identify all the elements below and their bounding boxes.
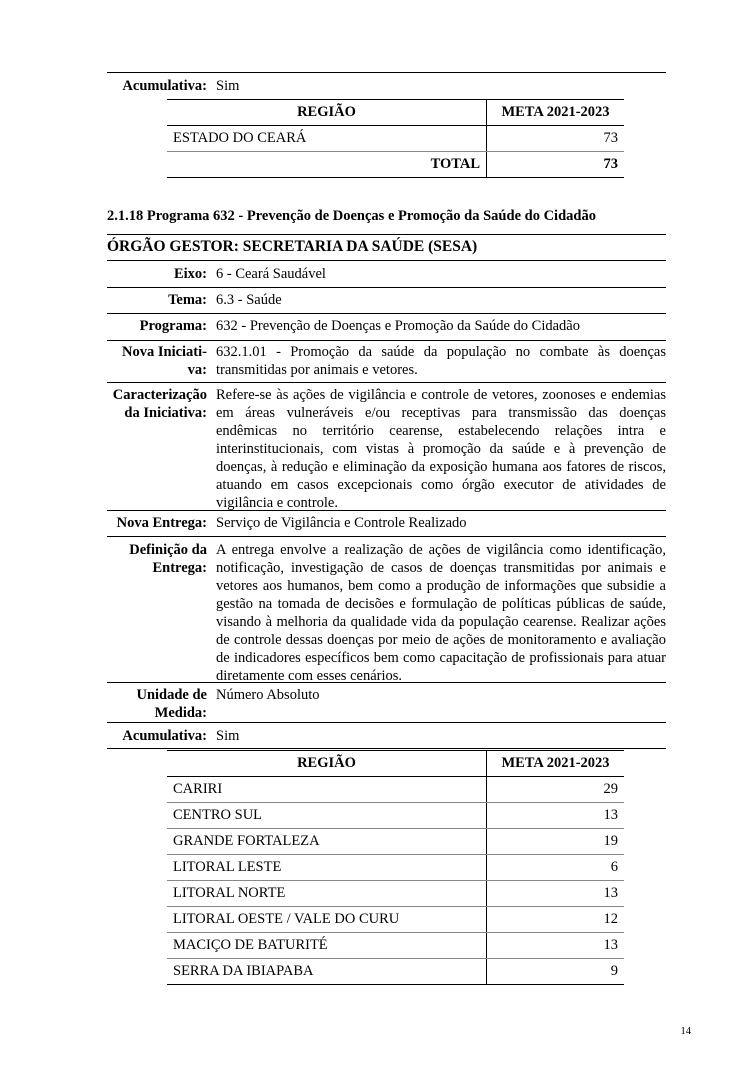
region-meta: 29 [487,777,625,803]
row-rule [107,313,666,314]
total-label: TOTAL [167,152,487,178]
caracterizacao-label-line1: Caracterização [112,387,207,403]
row-rule [107,682,666,683]
caracterizacao-label [113,386,207,422]
nova-entrega-value: Serviço de Vigilância e Controle Realizado [216,515,467,531]
row-rule [107,510,666,511]
table-row [167,855,624,881]
table-row [167,881,624,907]
acumulativa-value: Sim [216,728,240,744]
top-acumulativa-label: Acumulativa: [122,78,207,94]
unidade-label-line1: Unidade de [136,687,207,703]
header-regiao: REGIÃO [167,751,487,777]
acumulativa-label: Acumulativa: [122,728,207,744]
row-rule [107,722,666,723]
programa-label: Programa: [139,318,207,334]
top-rule [107,72,666,73]
nova-iniciativa-label-line2: va: [187,362,207,378]
tema-value: 6.3 - Saúde [216,292,282,308]
region-name: LITORAL LESTE [167,855,487,881]
orgao-bottom-rule [107,260,666,261]
top-region-table [167,99,624,178]
header-meta: META 2021-2023 [487,100,625,126]
total-row [167,152,624,178]
table-row [167,829,624,855]
region-meta: 73 [487,126,625,152]
region-meta: 12 [487,907,625,933]
table-row [167,777,624,803]
programa-value: 632 - Prevenção de Doenças e Promoção da Saúde do Cidadão [216,318,580,334]
eixo-label: Eixo: [173,266,207,282]
caracterizacao-label-line2: da Iniciativa: [124,405,207,421]
region-name: MACIÇO DE BATURITÉ [167,933,487,959]
row-rule [107,382,666,383]
total-value: 73 [487,152,625,178]
page-number: 14 [680,1026,691,1037]
region-name: CENTRO SUL [167,803,487,829]
eixo-value: 6 - Ceará Saudável [216,266,326,282]
header-regiao: REGIÃO [167,100,487,126]
top-acumulativa-value: Sim [216,78,240,94]
section-title: 2.1.18 Programa 632 - Prevenção de Doenças e Promoção da Saúde do Cidadão [107,208,596,224]
region-name: ESTADO DO CEARÁ [167,126,487,152]
region-name: CARIRI [167,777,487,803]
definicao-label [129,541,207,577]
nova-iniciativa-label [122,343,207,379]
orgao-gestor: ÓRGÃO GESTOR: SECRETARIA DA SAÚDE (SESA) [107,238,478,255]
nova-entrega-label: Nova Entrega: [116,515,207,531]
region-meta: 13 [487,881,625,907]
region-meta: 6 [487,855,625,881]
region-name: GRANDE FORTALEZA [167,829,487,855]
region-meta: 9 [487,959,625,985]
unidade-label-line2: Medida: [154,705,207,721]
table-row [167,933,624,959]
bottom-region-table [167,750,624,985]
region-meta: 13 [487,933,625,959]
row-rule [107,536,666,537]
definicao-value: A entrega envolve a realização de ações de vigilância como identificação, notificação, investigação de casos de doenças transmitidas por animais e vetores aos humanos, bem como a produção de informações que subsidie a gestão na tomada de decisões e formulação de políticas públicas de saúde, visando à melhoria da qualidade vida da população cearense. Realizar ações de controle dessas doenças por meio de ações de monitoramento e avaliação de indicadores específicos bem como capacitação de profissionais para atuar diretamente com esses cenários. [216,542,666,684]
row-rule [107,748,666,749]
region-name: SERRA DA IBIAPABA [167,959,487,985]
region-meta: 19 [487,829,625,855]
table-row [167,126,624,152]
orgao-top-rule [107,234,666,235]
definicao-label-line1: Definição da [129,542,207,558]
region-name: LITORAL NORTE [167,881,487,907]
nova-iniciativa-label-line1: Nova Iniciati- [122,344,207,360]
table-row [167,907,624,933]
definicao-label-line2: Entrega: [152,560,207,576]
unidade-value: Número Absoluto [216,687,320,703]
region-name: LITORAL OESTE / VALE DO CURU [167,907,487,933]
region-meta: 13 [487,803,625,829]
header-meta: META 2021-2023 [487,751,625,777]
caracterizacao-value: Refere-se às ações de vigilância e controle de vetores, zoonoses e endemias em áreas vulneráveis e/ou receptivas para transmissão das doenças endêmicas no território cearense, estabelecendo relações intra e interinstitucionais, com vistas à promoção da saúde e à prevenção de doenças, à redução e eliminação da exposição humana aos fatores de riscos, atuando em casos excepcionais como órgão executor de atividades de vigilância e controle. [216,387,666,511]
nova-iniciativa-value: 632.1.01 - Promoção da saúde da população no combate às doenças transmitidas por animais e vetores. [216,344,666,378]
unidade-label [136,686,207,722]
row-rule [107,287,666,288]
row-rule [107,340,666,341]
tema-label: Tema: [168,292,207,308]
table-row [167,959,624,985]
table-row [167,803,624,829]
